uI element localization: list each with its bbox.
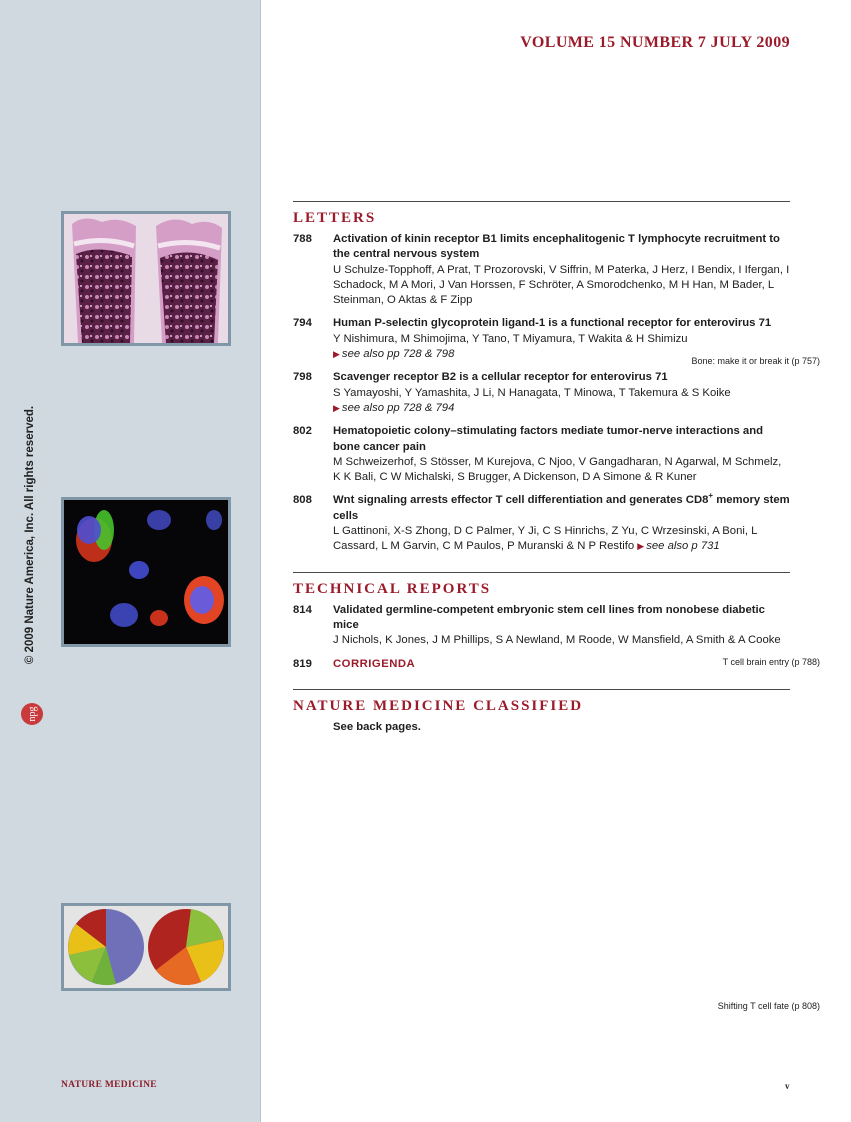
article-authors: M Schweizerhof, S Stösser, M Kurejova, C Njoo, V Gangadharan, N Agarwal, M Schmelz, K K Bali, C W Michalski, S Brugger, A Dickenson, D A Simone & R Kuner — [333, 455, 782, 484]
section-title-classified: NATURE MEDICINE CLASSIFIED — [293, 697, 584, 714]
article-title[interactable] — [333, 493, 790, 524]
section-title-technical-reports: TECHNICAL REPORTS — [293, 580, 492, 597]
article-authors: S Yamayoshi, Y Yamashita, J Li, N Hanagata, T Minowa, T Takemura & S Koike — [333, 386, 731, 399]
page-number-empty — [293, 720, 333, 735]
classified-section — [293, 689, 790, 735]
article-title[interactable]: Human P-selectin glycoprotein ligand-1 is a functional receptor for enterovirus 71 — [333, 317, 772, 330]
bone-histology-image — [61, 211, 231, 346]
article-authors: U Schulze-Topphoff, A Prat, T Prozorovski, V Siffrin, M Paterka, J Herz, I Bendix, I Ifergan, I Schadock, M A Mori, J Van Horssen, F Schröter, A Smorodchenko, M H Han, M Bader, L Steinman, O Aktas & F Zipp — [333, 263, 790, 307]
image-caption-pie: Shifting T cell fate (p 808) — [717, 1001, 820, 1011]
corrigenda-link[interactable]: CORRIGENDA — [333, 657, 416, 670]
npg-logo-text: npg — [27, 706, 38, 722]
page-number: 802 — [293, 425, 312, 438]
article-title[interactable]: Activation of kinin receptor B1 limits encephalitogenic T lymphocyte recruitment to the central nervous system — [333, 233, 780, 261]
article-title-superscript: + — [708, 491, 714, 501]
page-number: 808 — [293, 494, 312, 507]
sidebar-divider — [260, 0, 261, 1122]
toc-entry — [293, 720, 790, 735]
page-number: 798 — [293, 371, 312, 384]
technical-reports-section — [293, 572, 790, 672]
article-authors-text: L Gattinoni, X-S Zhong, D C Palmer, Y Ji, C S Hinrichs, Z Yu, C Wrzesinski, A Boni, L Cassard, L M Garvin, C M Paulos, P Muranski & N P Restifo — [333, 525, 758, 553]
page-number: 794 — [293, 317, 312, 330]
toc-entry[interactable] — [293, 370, 790, 416]
article-title-main: Wnt signaling arrests effector T cell differentiation and generates CD8 — [333, 494, 709, 507]
footer-page-number: v — [785, 1081, 790, 1091]
article-authors — [333, 524, 790, 555]
see-also-text: see also pp 728 & 798 — [341, 348, 455, 361]
article-title-end: memory stem cells — [333, 494, 790, 522]
page-number: 819 — [293, 657, 312, 670]
page-number: 814 — [293, 603, 312, 616]
table-of-contents — [293, 201, 790, 743]
footer-journal-name: NATURE MEDICINE — [61, 1080, 157, 1090]
toc-entry[interactable] — [293, 232, 790, 308]
classified-text[interactable]: See back pages. — [333, 720, 421, 733]
toc-entry[interactable] — [293, 493, 790, 554]
see-also-text: see also p 731 — [646, 540, 720, 553]
toc-entry[interactable] — [293, 424, 790, 485]
triangle-right-icon: ▶ — [333, 402, 340, 413]
toc-entry[interactable] — [293, 657, 790, 672]
copyright-notice: © 2009 Nature America, Inc. All rights reserved. — [24, 405, 36, 665]
letters-section — [293, 201, 790, 555]
npg-logo-icon — [21, 697, 43, 731]
page-number: 788 — [293, 233, 312, 245]
see-also-link[interactable] — [333, 347, 790, 362]
article-authors: Y Nishimura, M Shimojima, Y Tano, T Miyamura, T Wakita & H Shimizu — [333, 332, 688, 345]
triangle-right-icon: ▶ — [333, 349, 340, 360]
t-cell-microscopy-image — [61, 497, 231, 647]
section-title-letters: LETTERS — [293, 210, 377, 226]
toc-entry[interactable] — [293, 603, 790, 649]
toc-entry[interactable] — [293, 316, 790, 362]
article-title[interactable]: Validated germline-competent embryonic stem cell lines from nonobese diabetic mice — [333, 603, 765, 631]
triangle-right-icon: ▶ — [637, 541, 645, 552]
see-also-text: see also pp 728 & 794 — [341, 401, 455, 414]
see-also-link[interactable] — [333, 401, 790, 416]
article-title[interactable]: Scavenger receptor B2 is a cellular receptor for enterovirus 71 — [333, 371, 668, 384]
image-caption-tcell: T cell brain entry (p 788) — [722, 657, 820, 667]
pie-charts-image — [61, 903, 231, 991]
volume-issue-header: VOLUME 15 NUMBER 7 JULY 2009 — [520, 34, 790, 51]
article-authors: J Nichols, K Jones, J M Phillips, S A Newland, M Roode, W Mansfield, A Smith & A Cooke — [333, 634, 781, 647]
see-also-link[interactable] — [637, 540, 719, 552]
article-title[interactable]: Hematopoietic colony–stimulating factors mediate tumor-nerve interactions and bone cancer pain — [333, 425, 763, 453]
image-caption-bone: Bone: make it or break it (p 757) — [691, 356, 820, 366]
